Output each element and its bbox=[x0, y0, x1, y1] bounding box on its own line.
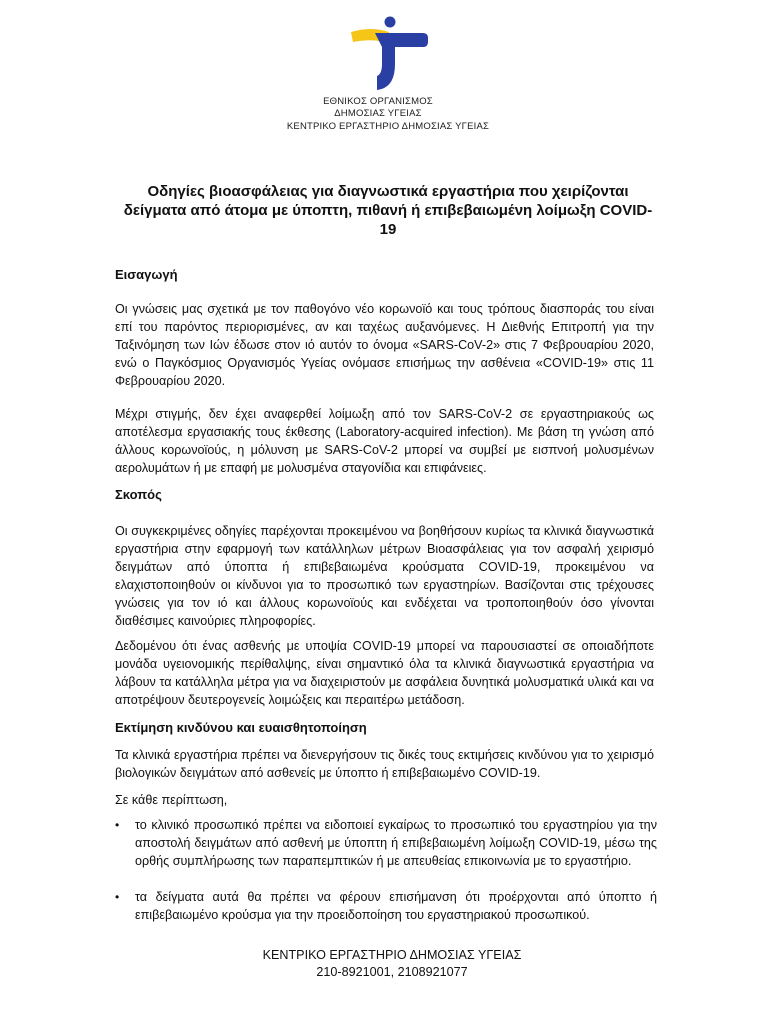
risk-paragraph-2: Σε κάθε περίπτωση, bbox=[115, 793, 228, 807]
bullet-text: το κλινικό προσωπικό πρέπει να ειδοποιεί εγκαίρως το προσωπικό του εργαστηρίου για την αποστολή δειγμάτων από ασθενή με ύποπτη ή επιβεβαιωμένη λοίμωξη COVID-19, μέσω της ορθής συμπλήρωσης των παραπεμπτικών ή με απευθείας επικοινωνία με το εργαστήριο. bbox=[135, 818, 657, 868]
footer-department: ΚΕΝΤΡΙΚΟ ΕΡΓΑΣΤΗΡΙΟ ΔΗΜΟΣΙΑΣ ΥΓΕΙΑΣ bbox=[262, 948, 522, 962]
bullet-icon: • bbox=[115, 818, 120, 832]
risk-paragraph-1: Τα κλινικά εργαστήρια πρέπει να διενεργήσουν τις δικές τους εκτιμήσεις κινδύνου για το χειρισμό βιολογικών δειγμάτων από ασθενείς με ύποπτο ή επιβεβαιωμένο COVID-19. bbox=[115, 748, 654, 780]
org-name-line-2: ΔΗΜΟΣΙΑΣ ΥΓΕΙΑΣ bbox=[334, 108, 422, 119]
scope-paragraph-1: Οι συγκεκριμένες οδηγίες παρέχονται προκειμένου να βοηθήσουν κυρίως τα κλινικά διαγνωστικά εργαστήρια στην εφαρμογή των κατάλληλων μέτρων Βιοασφάλειας για τον ασφαλή χειρισμό δειγμάτων από ύποπτα ή επιβεβαιωμένα κρούσματα COVID-19, προκειμένου να ελαχιστοποιηθούν οι κίνδυνοι για το προσωπικό των εργαστηρίων. Βασίζονται στις τρέχουσες γνώσεις για τον ιό και άλλους κορωνοϊούς και ενδέχεται να τροποποιηθούν όσο γίνονται διαθέσιμες καινούριες πληροφορίες. bbox=[115, 524, 654, 628]
document-title: Οδηγίες βιοασφάλειας για διαγνωστικά εργαστήρια που χειρίζονται δείγματα από άτομα με ύποπτη, πιθανή ή επιβεβαιωμένη λοίμωξη COVID-19 bbox=[123, 183, 653, 238]
eody-logo bbox=[349, 16, 429, 92]
bullet-item bbox=[115, 888, 657, 928]
scope-paragraph-2: Δεδομένου ότι ένας ασθενής με υποψία COVID-19 μπορεί να παρουσιαστεί σε οποιαδήποτε μονάδα υγειονομικής περίθαλψης, είναι σημαντικό όλα τα κλινικά διαγνωστικά εργαστήρια να λάβουν τα κατάλληλα μέτρα για να διαχειριστούν με ασφάλεια δυνητικά μολυσματικά υλικά και να αποτρέψουν δευτερογενείς λοιμώξεις και περαιτέρω μετάδοση. bbox=[115, 639, 654, 707]
logo-dot bbox=[385, 17, 396, 28]
section-heading-risk: Εκτίμηση κινδύνου και ευαισθητοποίηση bbox=[115, 720, 367, 735]
section-heading-intro: Εισαγωγή bbox=[115, 267, 178, 282]
bullet-text: τα δείγματα αυτά θα πρέπει να φέρουν επισήμανση ότι προέρχονται από ύποπτο ή επιβεβαιωμένο κρούσμα για την προειδοποίηση του εργαστηριακού προσωπικού. bbox=[135, 890, 657, 922]
intro-paragraph-2: Μέχρι στιγμής, δεν έχει αναφερθεί λοίμωξη από τον SARS-CoV-2 σε εργαστηριακούς ως αποτέλεσμα εργασιακής τους έκθεσης (Laboratory-acquired infection). Με βάση τη γνώση από άλλους κορωνοϊούς, η μόλυνση με SARS-CoV-2 μπορεί να συμβεί με εισπνοή μολυσμένων αερολυμάτων ή με επαφή με μολυσμένα σταγονίδια και επιφάνειες. bbox=[115, 407, 654, 475]
org-name-line-1: ΕΘΝΙΚΟΣ ΟΡΓΑΝΙΣΜΟΣ bbox=[323, 96, 433, 107]
bullet-icon: • bbox=[115, 890, 120, 904]
intro-paragraph-1: Οι γνώσεις μας σχετικά με τον παθογόνο νέο κορωνοϊό και τους τρόπους διασποράς του είναι επί του παρόντος περιορισμένες, αν και ταχέως αυξανόμενες. Η Διεθνής Επιτροπή για την Ταξινόμηση των Ιών έδωσε στον ιό αυτόν το όνομα «SARS-CoV-2» στις 7 Φεβρουαρίου 2020, ενώ ο Παγκόσμιος Οργανισμός Υγείας ονόμασε επισήμως την ασθένεια «COVID-19» στις 11 Φεβρουαρίου 2020. bbox=[115, 302, 654, 388]
footer-phones: 210-8921001, 2108921077 bbox=[316, 965, 468, 979]
org-department: ΚΕΝΤΡΙΚΟ ΕΡΓΑΣΤΗΡΙΟ ΔΗΜΟΣΙΑΣ ΥΓΕΙΑΣ bbox=[286, 121, 490, 132]
bullet-item bbox=[115, 816, 657, 888]
logo-blue-arc bbox=[375, 33, 428, 90]
section-heading-scope: Σκοπός bbox=[115, 487, 162, 502]
